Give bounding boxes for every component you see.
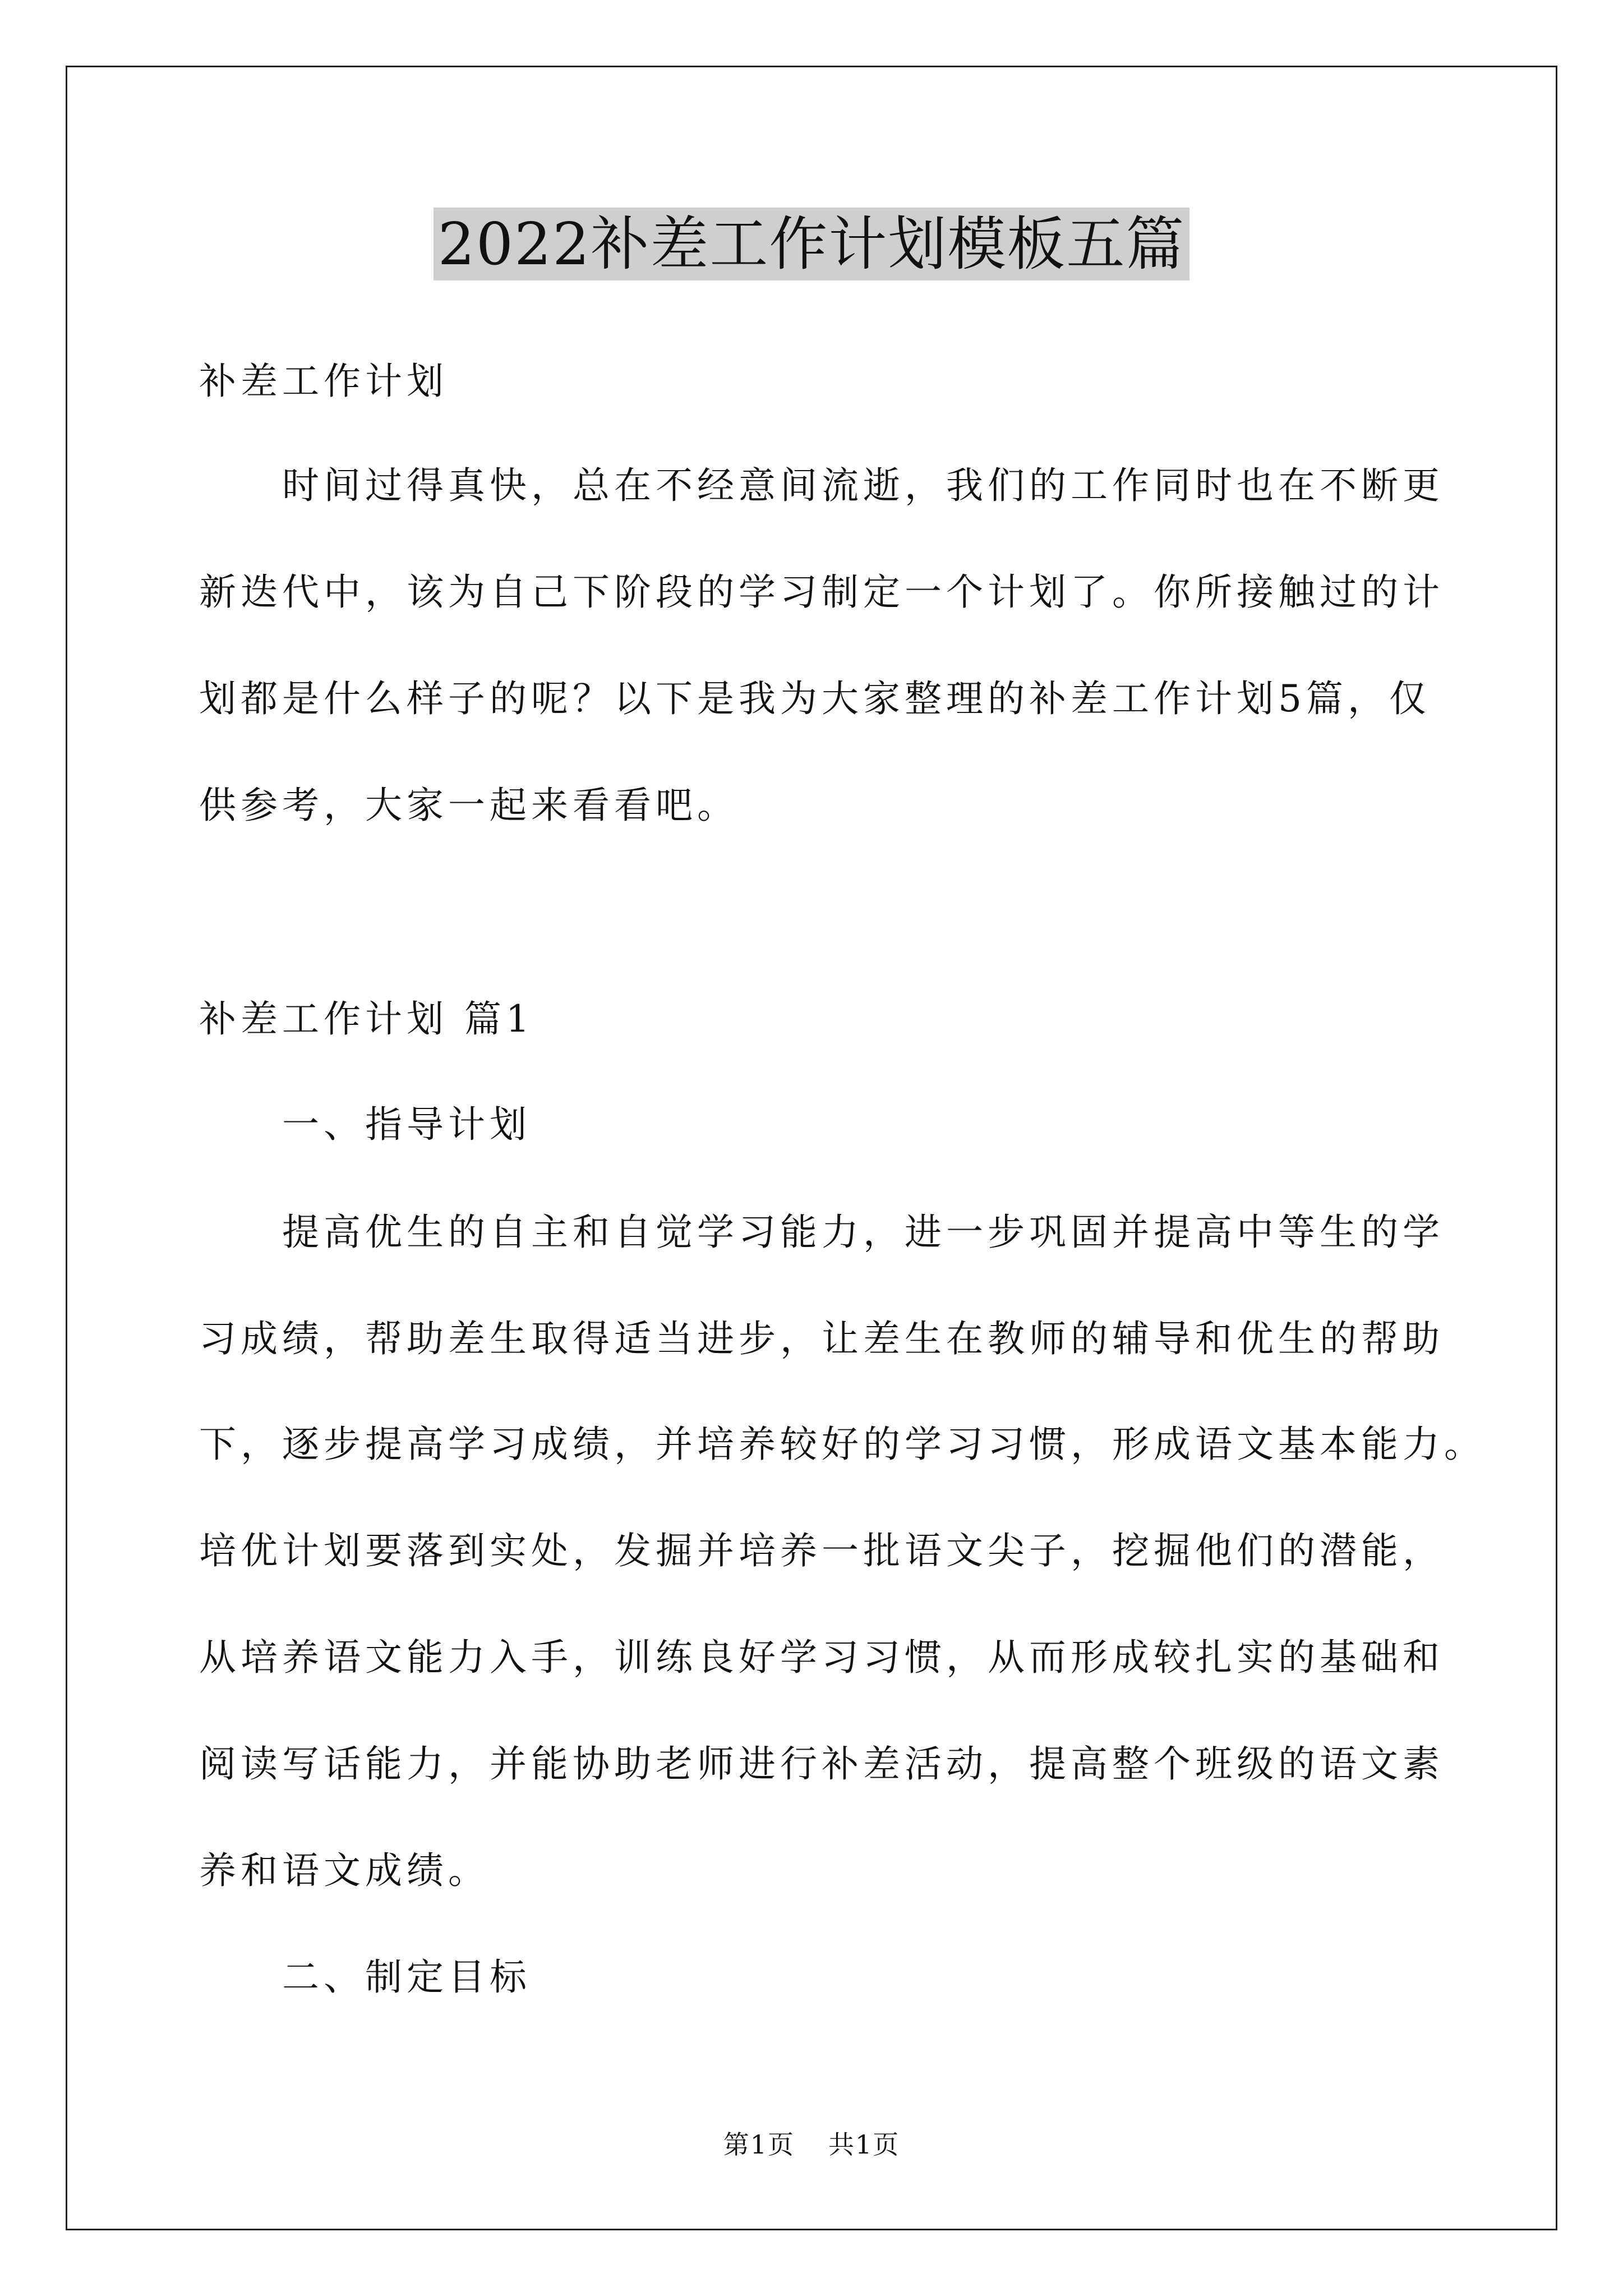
paragraph-line: 提高优生的自主和自觉学习能力，进一步巩固并提高中等生的学	[282, 1211, 1444, 1254]
paragraph-line: 阅读写话能力，并能协助老师进行补差活动，提高整个班级的语文素	[199, 1742, 1444, 1786]
paragraph-line: 下，逐步提高学习成绩，并培养较好的学习习惯，形成语文基本能力。	[199, 1423, 1486, 1466]
paragraph-line: 从培养语文能力入手，训练良好学习习惯，从而形成较扎实的基础和	[199, 1636, 1444, 1679]
paragraph-line: 培优计划要落到实处，发掘并培养一批语文尖子，挖掘他们的潜能，	[199, 1529, 1444, 1572]
paragraph-line: 划都是什么样子的呢？以下是我为大家整理的补差工作计划5篇，仅	[199, 677, 1431, 720]
section-heading: 补差工作计划 篇1	[199, 997, 534, 1041]
document-title-text: 2022补差工作计划模板五篇	[434, 208, 1190, 280]
page-total: 共1页	[828, 2129, 900, 2160]
subsection-heading: 一、指导计划	[282, 1103, 531, 1146]
paragraph-line: 习成绩，帮助差生取得适当进步，让差生在教师的辅导和优生的帮助	[199, 1317, 1444, 1360]
paragraph-line: 供参考，大家一起来看看吧。	[199, 784, 739, 827]
paragraph-line: 时间过得真快，总在不经意间流逝，我们的工作同时也在不断更	[282, 464, 1444, 507]
section-heading: 补差工作计划	[199, 360, 448, 403]
paragraph-line: 养和语文成绩。	[199, 1849, 490, 1892]
page-number: 第1页	[723, 2129, 795, 2160]
document-title	[0, 208, 1623, 280]
page-footer	[0, 2128, 1623, 2161]
subsection-heading: 二、制定目标	[282, 1955, 531, 1999]
paragraph-line: 新迭代中，该为自己下阶段的学习制定一个计划了。你所接触过的计	[199, 570, 1444, 614]
